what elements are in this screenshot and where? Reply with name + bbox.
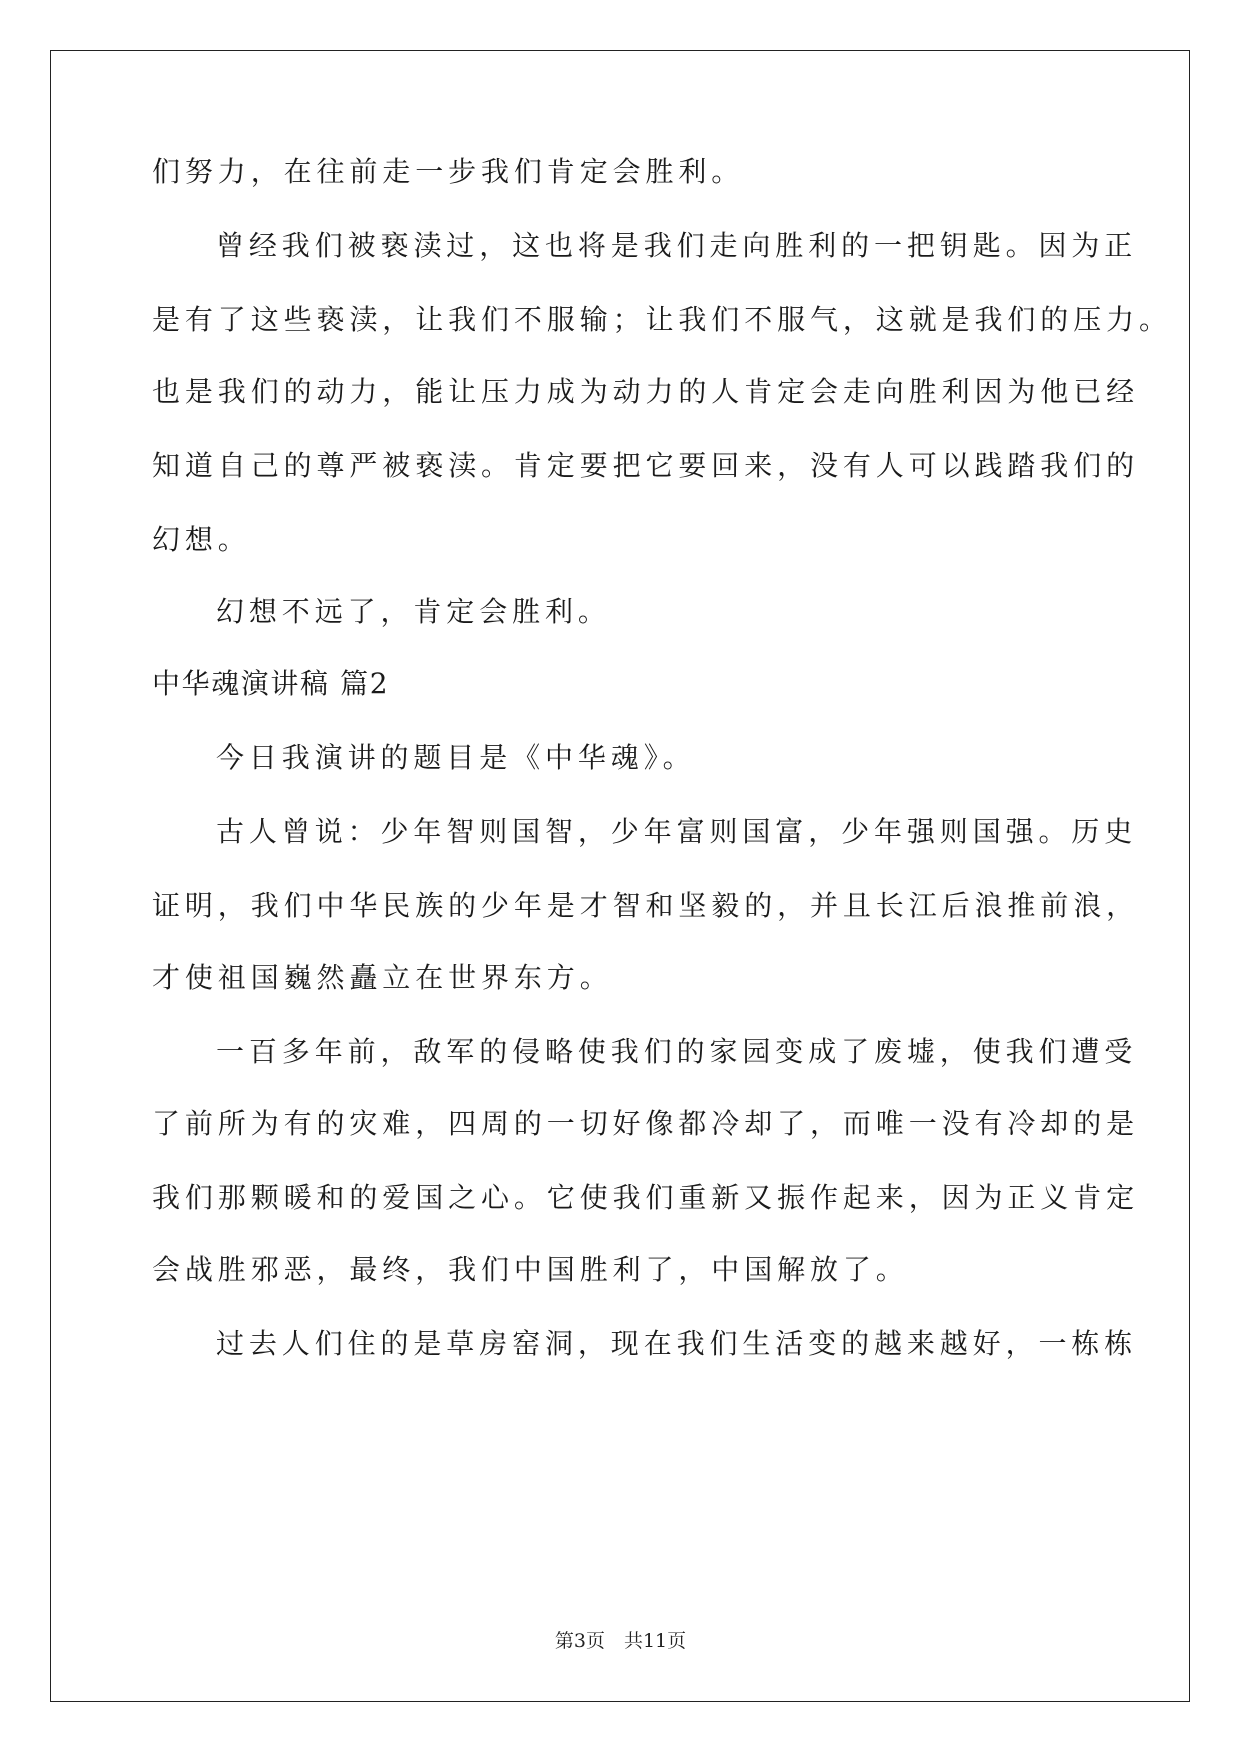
text-line: 幻想。 (152, 523, 251, 556)
section-heading: 中华魂演讲稿 篇2 (152, 667, 390, 700)
text-line: 证明，我们中华民族的少年是才智和坚毅的，并且长江后浪推前浪， (152, 889, 1140, 922)
paragraph-first-line: 古人曾说：少年智则国智，少年富则国富，少年强则国强。历史 (216, 815, 1138, 848)
text-line: 了前所为有的灾难，四周的一切好像都冷却了，而唯一没有冷却的是 (152, 1107, 1140, 1140)
page-number-footer: 第3页 共11页 (554, 1630, 687, 1652)
text-line: 是有了这些亵渎，让我们不服输；让我们不服气，这就是我们的压力。 (152, 303, 1172, 336)
paragraph-first-line: 过去人们住的是草房窑洞，现在我们生活变的越来越好，一栋栋 (216, 1327, 1138, 1360)
text-line: 们努力，在往前走一步我们肯定会胜利。 (152, 155, 745, 188)
text-line: 会战胜邪恶，最终，我们中国胜利了，中国解放了。 (152, 1253, 909, 1286)
paragraph-first-line: 今日我演讲的题目是《中华魂》。 (216, 741, 696, 774)
paragraph-first-line: 幻想不远了，肯定会胜利。 (216, 595, 611, 628)
text-line: 知道自己的尊严被亵渎。肯定要把它要回来，没有人可以践踏我们的 (152, 449, 1140, 482)
paragraph-first-line: 曾经我们被亵渎过，这也将是我们走向胜利的一把钥匙。因为正 (216, 229, 1138, 262)
text-line: 我们那颗暖和的爱国之心。它使我们重新又振作起来，因为正义肯定 (152, 1181, 1140, 1214)
text-line: 才使祖国巍然矗立在世界东方。 (152, 961, 613, 994)
paragraph-first-line: 一百多年前，敌军的侵略使我们的家园变成了废墟，使我们遭受 (216, 1035, 1138, 1068)
page-border (50, 50, 1190, 1702)
text-line: 也是我们的动力，能让压力成为动力的人肯定会走向胜利因为他已经 (152, 375, 1140, 408)
